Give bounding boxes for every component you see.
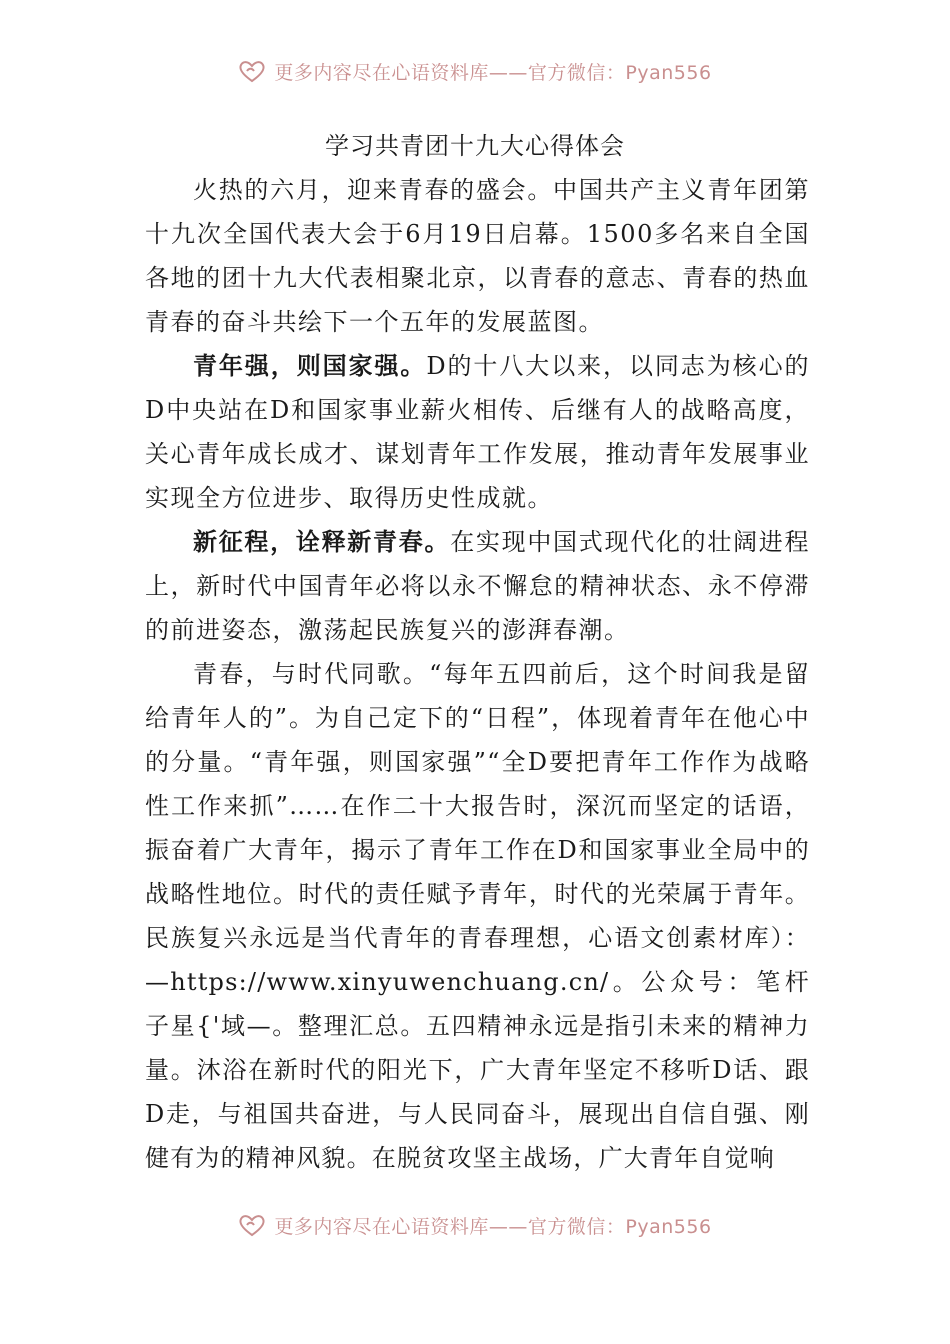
paragraph-2	[145, 344, 810, 520]
paragraph-2-lead: 青年强，则国家强。	[193, 352, 427, 380]
footer-watermark	[0, 1210, 950, 1240]
heart-logo-icon	[238, 59, 266, 83]
header-watermark-text: 更多内容尽在心语资料库——官方微信：Pyan556	[274, 61, 712, 84]
header-watermark	[0, 56, 950, 86]
paragraph-4	[145, 652, 810, 1180]
heart-logo-icon	[238, 1213, 266, 1237]
paragraph-3-lead: 新征程，诠释新青春。	[193, 528, 451, 556]
paragraph-2-text: D的十八大以来，以同志为核心的D中央站在D和国家事业薪火相传、后继有人的战略高度，关心青年成长成才、谋划青年工作发展，推动青年发展事业实现全方位进步、取得历史性成就。	[145, 352, 811, 512]
paragraph-3-text: 在实现中国式现代化的壮阔进程上，新时代中国青年必将以永不懈怠的精神状态、永不停滞的前进姿态，激荡起民族复兴的澎湃春潮。	[145, 528, 811, 644]
paragraph-4-text: 青春，与时代同歌。“每年五四前后，这个时间我是留给青年人的”。为自己定下的“日程”，体现着青年在他心中的分量。“青年强，则国家强”“全D要把青年工作作为战略性工作来抓”……在作二十大报告时，深沉而坚定的话语，振奋着广大青年，揭示了青年工作在D和国家事业全局中的战略性地位。时代的责任赋予青年，时代的光荣属于青年。民族复兴永远是当代青年的青春理想，心语文创素材库）：—https://www.xinyuwenchuang.cn/。公众号：笔杆子星{'域—。整理汇总。五四精神永远是指引未来的精神力量。沐浴在新时代的阳光下，广大青年坚定不移听D话、跟D走，与祖国共奋进，与人民同奋斗，展现出自信自强、刚健有为的精神风貌。在脱贫攻坚主战场，广大青年自觉响	[145, 660, 810, 1172]
page-title: 学习共青团十九大心得体会	[325, 132, 625, 160]
footer-watermark-text: 更多内容尽在心语资料库——官方微信：Pyan556	[274, 1215, 712, 1238]
paragraph-1	[145, 168, 810, 344]
paragraph-3	[145, 520, 810, 652]
document-body	[145, 168, 810, 1180]
paragraph-1-text: 火热的六月，迎来青春的盛会。中国共产主义青年团第十九次全国代表大会于6月19日启幕。1500多名来自全国各地的团十九大代表相聚北京，以青春的意志、青春的热血青春的奋斗共绘下一个五年的发展蓝图。	[145, 176, 810, 336]
